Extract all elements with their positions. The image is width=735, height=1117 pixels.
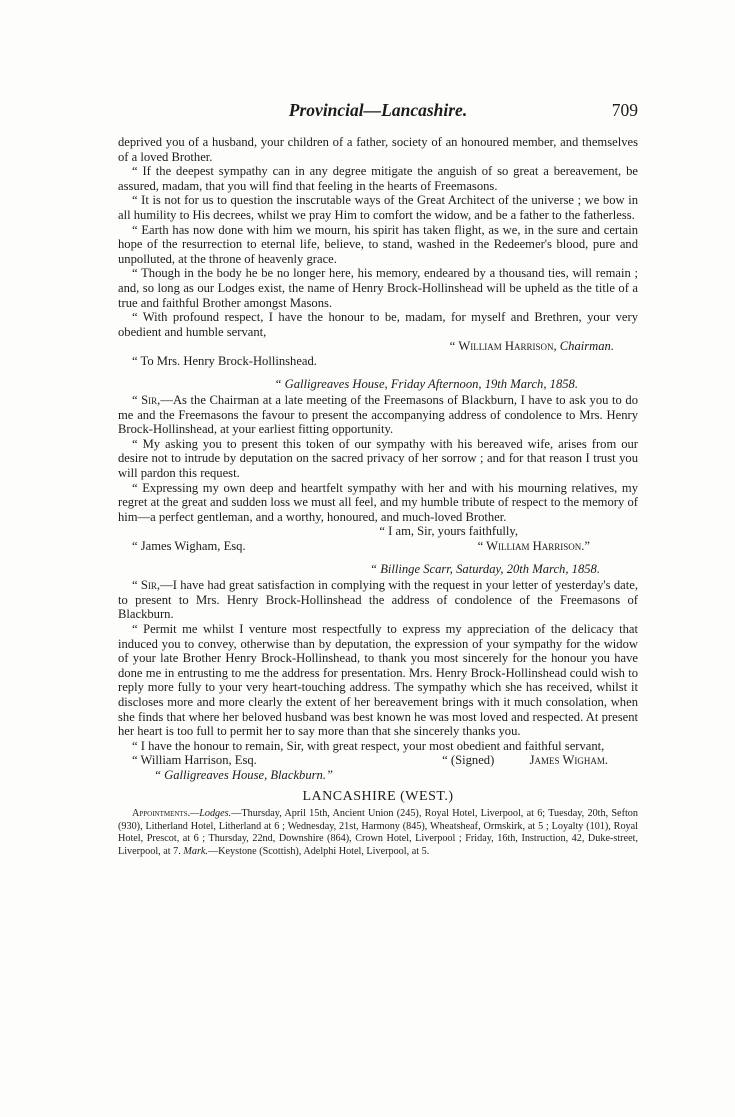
- addressee: “ To Mrs. Henry Brock-Hollinshead.: [132, 353, 317, 368]
- signature-name: William Harrison: [458, 339, 554, 354]
- address-line: “ Galligreaves House, Blackburn.”: [154, 767, 333, 782]
- appointments-label: Appointments.: [132, 808, 191, 820]
- closing: “ I am, Sir, yours faithfully,: [379, 524, 518, 539]
- signature-name: James Wigham.: [529, 753, 608, 768]
- paragraph: deprived you of a husband, your children of a father, society of an honoured member, and themselves of a loved Brother.: [118, 135, 638, 164]
- paragraph: “ With profound respect, I have the honour to be, madam, for myself and Brethren, your very obedient and humble servant,: [118, 310, 638, 339]
- appointments-text-mark: —Keystone (Scottish), Adelphi Hotel, Liverpool, at 5.: [207, 845, 430, 857]
- paragraph-text: —I have had great satisfaction in complying with the request in your letter of yesterday's date, to present to Mrs. Henry Brock-Hollinshead the address of condolence of the Freemasons of Blackburn.: [118, 578, 639, 622]
- running-head: Provincial—Lancashire.: [288, 100, 468, 120]
- paragraph: “ It is not for us to question the inscrutable ways of the Great Architect of the universe ; we bow in all humility to His decrees, whilst we pray Him to comfort the widow, and be a father to the fatherless.: [118, 193, 638, 222]
- paragraph: “ I have the honour to remain, Sir, with great respect, your most obedient and faithful servant,: [132, 738, 605, 753]
- signature-name: “ William Harrison.”: [477, 539, 590, 554]
- paragraph: “ Expressing my own deep and heartfelt sympathy with her and with his mourning relatives, my regret at the great and sudden loss we must all feel, and my humble tribute of respect to the memory of him—a perfect gentleman, and a worthy, honoured, and much-loved Brother.: [118, 480, 638, 524]
- mark-label: Mark.: [183, 845, 208, 857]
- signature-quote: “: [449, 339, 459, 354]
- signed-label: “ (Signed): [442, 753, 495, 768]
- addressee: “ James Wigham, Esq.: [132, 539, 246, 554]
- salutation: “ Sir,: [132, 578, 161, 593]
- appointments-paragraph: [118, 808, 638, 858]
- article-body: [118, 135, 638, 859]
- signature-line: [118, 339, 638, 354]
- addressee: “ William Harrison, Esq.: [132, 753, 257, 768]
- paragraph: “ If the deepest sympathy can in any degree mitigate the anguish of so great a bereavement, be assured, madam, that you will find that feeling in the hearts of Freemasons.: [118, 164, 638, 193]
- dateline: “ Galligreaves House, Friday Afternoon, 19th March, 1858.: [274, 376, 578, 391]
- paragraph: “ Permit me whilst I venture most respectfully to express my appreciation of the delicacy that induced you to convey, otherwise than by deputation, the expression of your sympathy for the widow of your late Brother Henry Brock-Hollinshead, to thank you most sincerely for the honour you have done me in entrusting to me the address for presentation. Mrs. Henry Brock-Hollinshead could wish to reply more fully to your very heart-touching address. The sympathy which she has received, whilst it discloses more and more clearly the extent of her bereavement brings with it much consolation, when she finds that where her beloved husband was best known he was most loved and respected. At present her heart is too full to permit her to say more than that she sincerely thanks you.: [118, 622, 638, 739]
- appointments-text: —Thursday, April 15th, Ancient Union (245), Royal Hotel, Liverpool, at 6; Tuesday, 20th, Sefton (930), Litherland Hotel, Litherland at 6 ; Wednesday, 21st, Harmony (845), Wheatsheaf, Ormskirk, at 5 ; Loyalty (101), Royal Hotel, Prescot, at 6 ; Thursday, 22nd, Downshire (864), Crown Hotel, Liverpool ; Friday, 16th, Instruction, 42, Duke-street, Liverpool, at 7.: [118, 808, 638, 857]
- lodges-label: —Lodges.: [190, 808, 232, 820]
- dateline: “ Billinge Scarr, Saturday, 20th March, 1858.: [370, 561, 600, 576]
- paragraph: “ Though in the body he be no longer here, his memory, endeared by a thousand ties, will remain ; and, so long as our Lodges exist, the name of Henry Brock-Hollinshead will be upheld as the title of a true and faithful Brother amongst Masons.: [118, 266, 638, 310]
- paragraph-text: —As the Chairman at a late meeting of the Freemasons of Blackburn, I have to ask you to do me and the Freemasons the favour to present the accompanying address of condolence to Mrs. Henry Brock-Hollinshead, at your earliest fitting opportunity.: [118, 393, 639, 437]
- salutation: “ Sir,: [132, 393, 161, 408]
- page-header: [118, 98, 638, 124]
- section-heading: LANCASHIRE (WEST.): [302, 788, 454, 804]
- signature-title: , Chairman.: [553, 339, 614, 354]
- paragraph: “ My asking you to present this token of our sympathy with his bereaved wife, arises from our desire not to intrude by deputation on the sacred privacy of her sorrow ; and for that reason I trust you will pardon this request.: [118, 436, 638, 481]
- paragraph: [118, 393, 638, 437]
- paragraph: [118, 578, 638, 622]
- signature-block: [118, 753, 638, 768]
- page-number: 709: [611, 100, 638, 120]
- signature-block: [118, 539, 638, 554]
- paragraph: “ Earth has now done with him we mourn, his spirit has taken flight, as we, in the sure and certain hope of the resurrection to eternal life, believe, to stand, washed in the Redeemer's blood, pure and unpolluted, at the throne of heavenly grace.: [118, 222, 638, 266]
